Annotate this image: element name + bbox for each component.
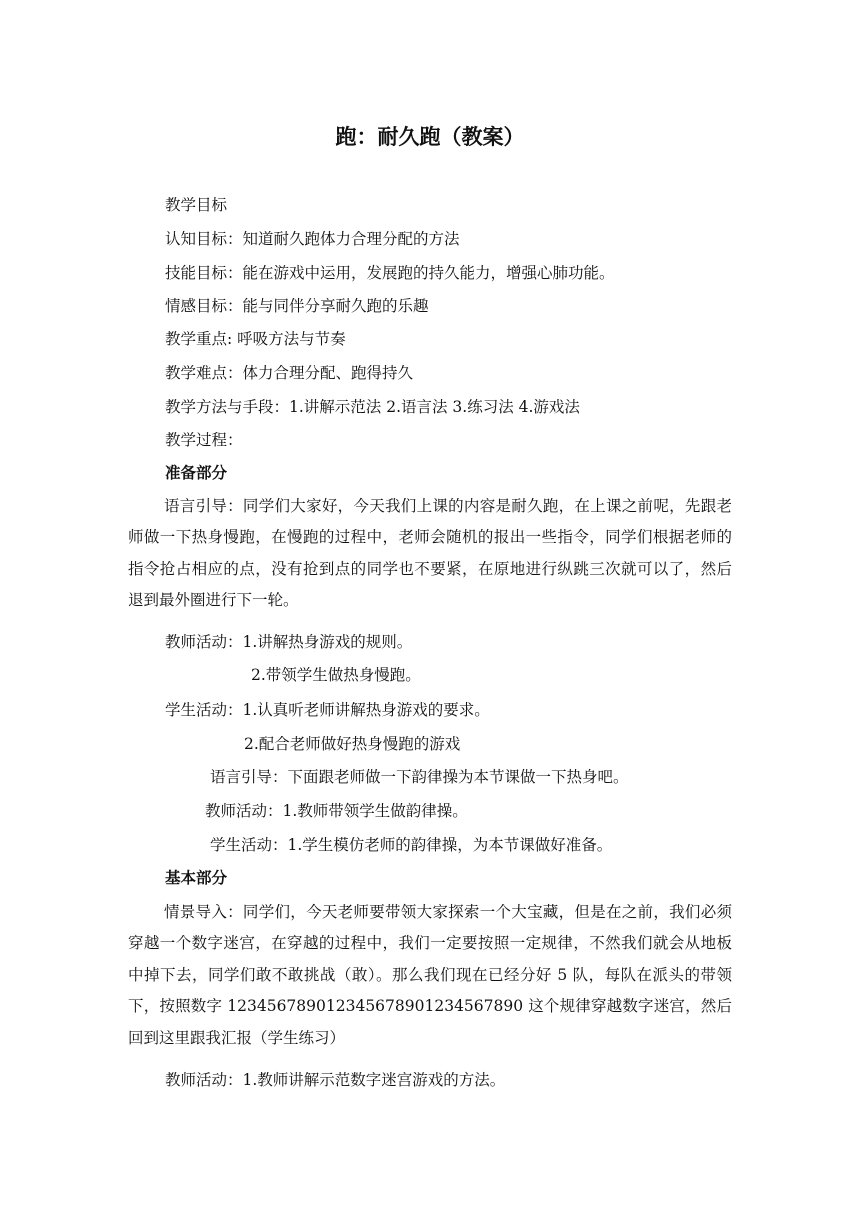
prep-section-heading: 准备部分	[165, 464, 228, 482]
teaching-methods: 教学方法与手段：1.讲解示范法 2.语言法 3.练习法 4.游戏法	[165, 398, 580, 416]
prep-guide-paragraph: 语言引导：同学们大家好，今天我们上课的内容是耐久跑，在上课之前呢，先跟老师做一下热身慢跑，在慢跑的过程中，老师会随机的报出一些指令，同学们根据老师的指令抢占相应的点，没有抢到点的同学也不要紧，在原地进行纵跳三次就可以了，然后退到最外圈进行下一轮。	[128, 497, 732, 610]
prep-teacher-activity-2: 2.带领学生做热身慢跑。	[251, 666, 421, 684]
objectives-heading: 教学目标	[165, 196, 228, 214]
emotional-objective: 情感目标：能与同伴分享耐久跑的乐趣	[165, 297, 429, 315]
basic-section-heading: 基本部分	[165, 869, 228, 887]
teaching-difficulty: 教学难点：体力合理分配、跑得持久	[165, 364, 414, 382]
prep-student-activity-1: 学生活动：1.认真听老师讲解热身游戏的要求。	[165, 701, 490, 719]
prep-guide-2: 语言引导：下面跟老师做一下韵律操为本节课做一下热身吧。	[210, 768, 629, 786]
skill-objective: 技能目标：能在游戏中运用，发展跑的持久能力，增强心肺功能。	[165, 264, 615, 282]
cognitive-objective: 认知目标：知道耐久跑体力合理分配的方法	[165, 230, 460, 248]
basic-scenario-paragraph: 情景导入：同学们，今天老师要带领大家探索一个大宝藏，但是在之前，我们必须穿越一个数字迷宫，在穿越的过程中，我们一定要按照一定规律，不然我们就会从地板中掉下去，同学们敢不敢挑战（敢）。那么我们现在已经分好 5 队，每队在派头的带领下，按照数字 123456789012345678901234567890 这个规律穿越数字迷宫，然后回到这里跟我汇报（学生练习）	[128, 903, 732, 1047]
teaching-key-point: 教学重点: 呼吸方法与节奏	[165, 330, 346, 348]
prep-teacher-activity-3: 教师活动：1.教师带领学生做韵律操。	[205, 802, 468, 820]
basic-teacher-activity-1: 教师活动：1.教师讲解示范数字迷宫游戏的方法。	[165, 1071, 506, 1089]
document-title: 跑：耐久跑（教案）	[335, 125, 525, 149]
prep-teacher-activity-1: 教师活动：1.讲解热身游戏的规则。	[165, 633, 413, 651]
teaching-process-label: 教学过程：	[165, 431, 243, 449]
prep-student-activity-3: 学生活动：1.学生模仿老师的韵律操，为本节课做好准备。	[210, 836, 613, 854]
prep-student-activity-2: 2.配合老师做好热身慢跑的游戏	[244, 735, 461, 753]
